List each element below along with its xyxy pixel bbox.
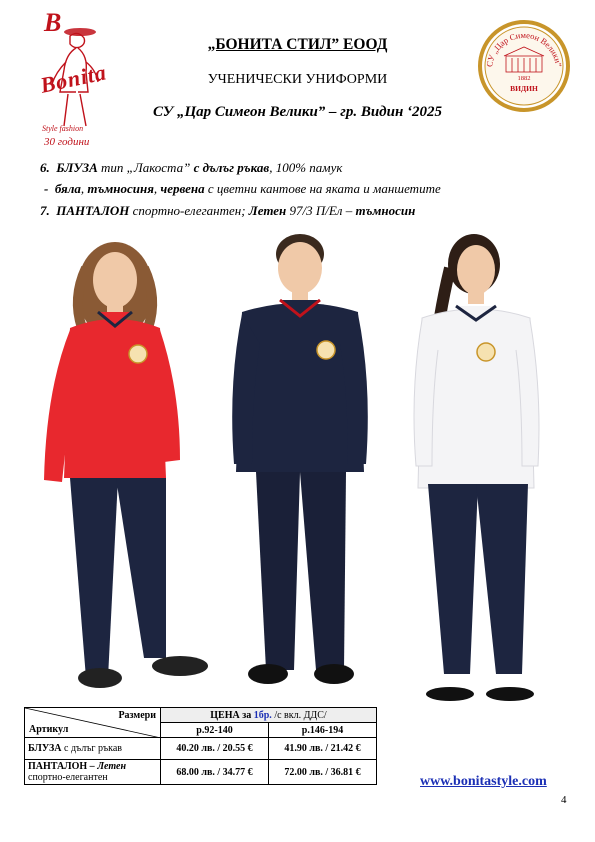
logo-letter: B	[44, 8, 62, 37]
item-number: 6.	[40, 160, 50, 175]
item-pants	[40, 203, 415, 219]
item-number: 7.	[40, 203, 50, 218]
color-red: червена	[160, 181, 205, 196]
article-desc: Летен	[97, 761, 126, 772]
seal-year: 1882	[517, 75, 531, 82]
item-blouse	[40, 160, 342, 176]
item-bold: тъмносин	[355, 203, 416, 218]
item-name: ПАНТАЛОН	[56, 203, 130, 218]
article-name: БЛУЗА	[28, 743, 62, 754]
article-desc-line2: спортно-елегантен	[28, 772, 108, 783]
website-link[interactable]: www.bonitastyle.com	[420, 774, 547, 789]
table-row	[25, 760, 377, 785]
document-subtitle: УЧЕНИЧЕСКИ УНИФОРМИ	[207, 72, 388, 87]
logo-tagline: Style fashion	[42, 124, 84, 133]
article-desc: с дълъг ръкав	[61, 743, 123, 754]
dash: -	[44, 181, 52, 196]
item-bold: с дълъг ръкав	[193, 160, 270, 175]
item-text: с цветни кантове на яката и маншетите	[204, 181, 441, 196]
model-woman-white	[414, 234, 539, 701]
color-navy: тъмносиня	[87, 181, 154, 196]
header-sizes: Размери	[118, 710, 156, 721]
seal-text: СУ „Цар Симеон Велики”	[484, 29, 564, 68]
article-cell	[25, 738, 161, 760]
price-table	[24, 707, 377, 785]
color-white: бяла	[54, 181, 81, 196]
model-boy-navy	[232, 234, 368, 684]
size-column-1: р.92-140	[161, 723, 269, 738]
model-girl-red	[44, 242, 208, 688]
item-blouse-colors	[44, 181, 441, 197]
item-bold: Летен	[248, 203, 287, 218]
uniform-models-photo	[30, 228, 570, 718]
item-text: 97/3 П/Ел –	[286, 203, 356, 218]
page-number: 4	[561, 794, 567, 806]
size-column-2: р.146-194	[269, 723, 377, 738]
table-corner-cell	[25, 708, 161, 738]
price-header	[161, 708, 377, 723]
item-text: спортно-елегантен;	[129, 203, 249, 218]
seal-city: ВИДИН	[510, 84, 538, 93]
price-cell: 72.00 лв. / 36.81 €	[269, 760, 377, 785]
school-title: СУ „Цар Симеон Велики” – гр. Видин ‘2025	[152, 104, 443, 120]
company-name: „БОНИТА СТИЛ” ЕООД	[207, 36, 388, 53]
price-cell: 68.00 лв. / 34.77 €	[161, 760, 269, 785]
price-header-text: ЦЕНА за	[210, 709, 254, 721]
separator: ,	[153, 181, 161, 196]
logo-years: 30 години	[44, 136, 90, 148]
logo-wordmark: Bonita	[38, 59, 109, 98]
table-row	[25, 738, 377, 760]
separator: ,	[80, 181, 88, 196]
item-name: БЛУЗА	[56, 160, 98, 175]
item-text: , 100% памук	[269, 160, 343, 175]
price-header-qty: 1бр.	[253, 709, 272, 721]
header-article: Артикул	[29, 724, 69, 735]
article-cell	[25, 760, 161, 785]
article-name: ПАНТАЛОН –	[28, 761, 98, 772]
price-cell: 40.20 лв. / 20.55 €	[161, 738, 269, 760]
price-header-vat: /с вкл. ДДС/	[271, 709, 327, 721]
school-seal-icon	[478, 20, 570, 112]
price-cell: 41.90 лв. / 21.42 €	[269, 738, 377, 760]
item-text: тип „Лакоста”	[97, 160, 194, 175]
